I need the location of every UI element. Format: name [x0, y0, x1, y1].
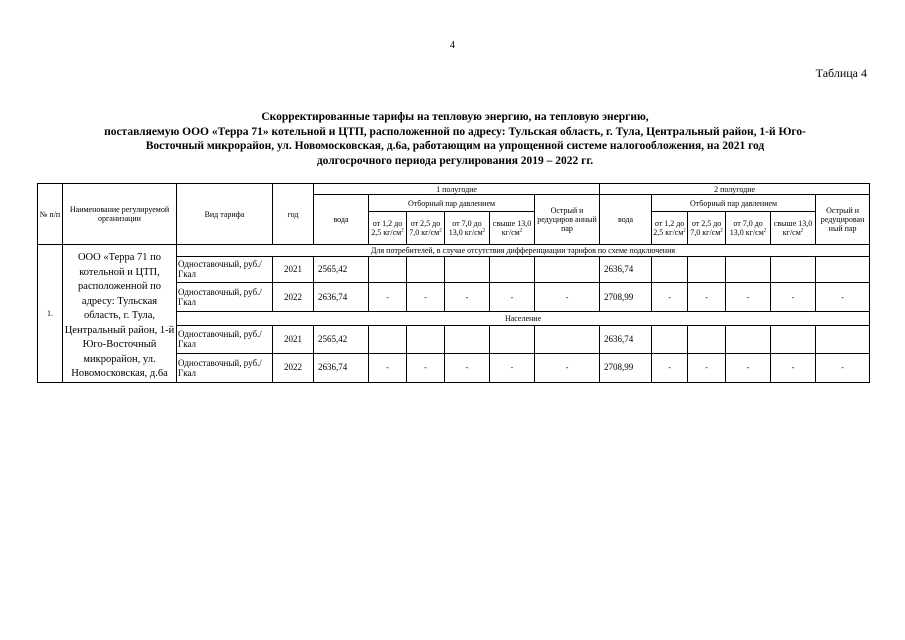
value-cell	[490, 256, 535, 283]
value-cell	[688, 325, 726, 353]
tariff-type-cell: Одноставочный, руб./Гкал	[177, 353, 273, 382]
section-population: Население	[177, 311, 870, 325]
value-cell: -	[771, 353, 816, 382]
header-year: год	[273, 184, 314, 245]
tariff-type-cell: Одноставочный, руб./Гкал	[177, 325, 273, 353]
value-cell	[369, 325, 407, 353]
value-cell: -	[771, 283, 816, 312]
value-cell: -	[369, 353, 407, 382]
value-cell: -	[726, 283, 771, 312]
value-cell: -	[816, 283, 870, 312]
header-pressure-over-13: свыше 13,0 $кг/см^2$	[771, 212, 816, 245]
header-steam-2: Отборный пар давлением	[652, 195, 816, 212]
value-cell: -	[445, 353, 490, 382]
water-value-h2: 2708,99	[600, 283, 652, 312]
tariff-type-cell: Одноставочный, руб./Гкал	[177, 256, 273, 283]
value-cell	[726, 325, 771, 353]
header-pressure-over-13: свыше 13,0 $кг/см^2$	[490, 212, 535, 245]
value-cell: -	[490, 353, 535, 382]
header-half-1: 1 полугодие	[314, 184, 600, 195]
water-value-h2: 2636,74	[600, 256, 652, 283]
value-cell: -	[688, 353, 726, 382]
water-value-h2: 2636,74	[600, 325, 652, 353]
header-tariff-type: Вид тарифа	[177, 184, 273, 245]
value-cell	[652, 256, 688, 283]
value-cell	[445, 256, 490, 283]
value-cell	[369, 256, 407, 283]
water-value-h2: 2708,99	[600, 353, 652, 382]
value-cell	[407, 325, 445, 353]
value-cell: -	[407, 353, 445, 382]
header-org: Наименование регулируемой организации	[63, 184, 177, 245]
header-pressure-1-2-2-5: от 1,2 до 2,5 $кг/см^2$	[369, 212, 407, 245]
water-value-h1: 2636,74	[314, 353, 369, 382]
year-cell: 2022	[273, 283, 314, 312]
title-line: Скорректированные тарифы на тепловую энергию, на тепловую энергию,	[261, 111, 649, 123]
value-cell: -	[652, 283, 688, 312]
year-cell: 2021	[273, 256, 314, 283]
value-cell	[407, 256, 445, 283]
value-cell: -	[445, 283, 490, 312]
header-water-2: вода	[600, 195, 652, 245]
document-title	[40, 110, 870, 168]
organization-name: ООО «Терра 71 по котельной и ЦТП, расположенной по адресу: Тульская область, г. Тула, Центральный район, 1-й Юго-Восточный микрорайон, ул. Новомосковская, д.6а	[63, 245, 177, 383]
header-num: № п/п	[38, 184, 63, 245]
header-steam-1: Отборный пар давлением	[369, 195, 535, 212]
header-pressure-2-5-7-0: от 2,5 до 7,0 $кг/см^2$	[407, 212, 445, 245]
value-cell	[688, 256, 726, 283]
value-cell: -	[726, 353, 771, 382]
value-cell	[535, 325, 600, 353]
year-cell: 2022	[273, 353, 314, 382]
header-sharp-steam-1: Острый и редуциров анный пар	[535, 195, 600, 245]
value-cell	[771, 325, 816, 353]
header-pressure-1-2-2-5: от 1,2 до 2,5 $кг/см^2$	[652, 212, 688, 245]
page-number: 4	[450, 40, 455, 51]
value-cell: -	[490, 283, 535, 312]
header-water-1: вода	[314, 195, 369, 245]
year-cell: 2021	[273, 325, 314, 353]
value-cell: -	[816, 353, 870, 382]
section-consumers: Для потребителей, в случае отсутствия дифференциации тарифов по схеме подключения	[177, 245, 870, 257]
value-cell	[771, 256, 816, 283]
value-cell: -	[535, 283, 600, 312]
header-sharp-steam-2: Острый и редуцирован ный пар	[816, 195, 870, 245]
table-label: Таблица 4	[815, 66, 867, 80]
value-cell	[726, 256, 771, 283]
value-cell: -	[688, 283, 726, 312]
value-cell	[816, 325, 870, 353]
row-number: 1.	[38, 245, 63, 383]
header-half-2: 2 полугодие	[600, 184, 870, 195]
value-cell	[445, 325, 490, 353]
title-line: долгосрочного периода регулирования 2019 – 2022 гг.	[316, 154, 594, 167]
value-cell: -	[535, 353, 600, 382]
tariff-table	[37, 183, 870, 383]
value-cell: -	[407, 283, 445, 312]
water-value-h1: 2636,74	[314, 283, 369, 312]
title-line: поставляемую ООО «Терра 71» котельной и ЦТП, расположенной по адресу: Тульская область, г. Тула, Центральный район, 1-й Юго-	[104, 125, 806, 138]
value-cell: -	[369, 283, 407, 312]
header-pressure-7-0-13-0: от 7,0 до 13,0 $кг/см^2$	[726, 212, 771, 245]
value-cell: -	[652, 353, 688, 382]
value-cell	[535, 256, 600, 283]
header-pressure-7-0-13-0: от 7,0 до 13,0 $кг/см^2$	[445, 212, 490, 245]
tariff-type-cell: Одноставочный, руб./Гкал	[177, 283, 273, 312]
water-value-h1: 2565,42	[314, 325, 369, 353]
header-pressure-2-5-7-0: от 2,5 до 7,0 $кг/см^2$	[688, 212, 726, 245]
value-cell	[490, 325, 535, 353]
title-line: Восточный микрорайон, ул. Новомосковская, д.6а, работающим на упрощенной системе налогообложения, на 2021 год	[145, 140, 765, 152]
water-value-h1: 2565,42	[314, 256, 369, 283]
value-cell	[816, 256, 870, 283]
value-cell	[652, 325, 688, 353]
